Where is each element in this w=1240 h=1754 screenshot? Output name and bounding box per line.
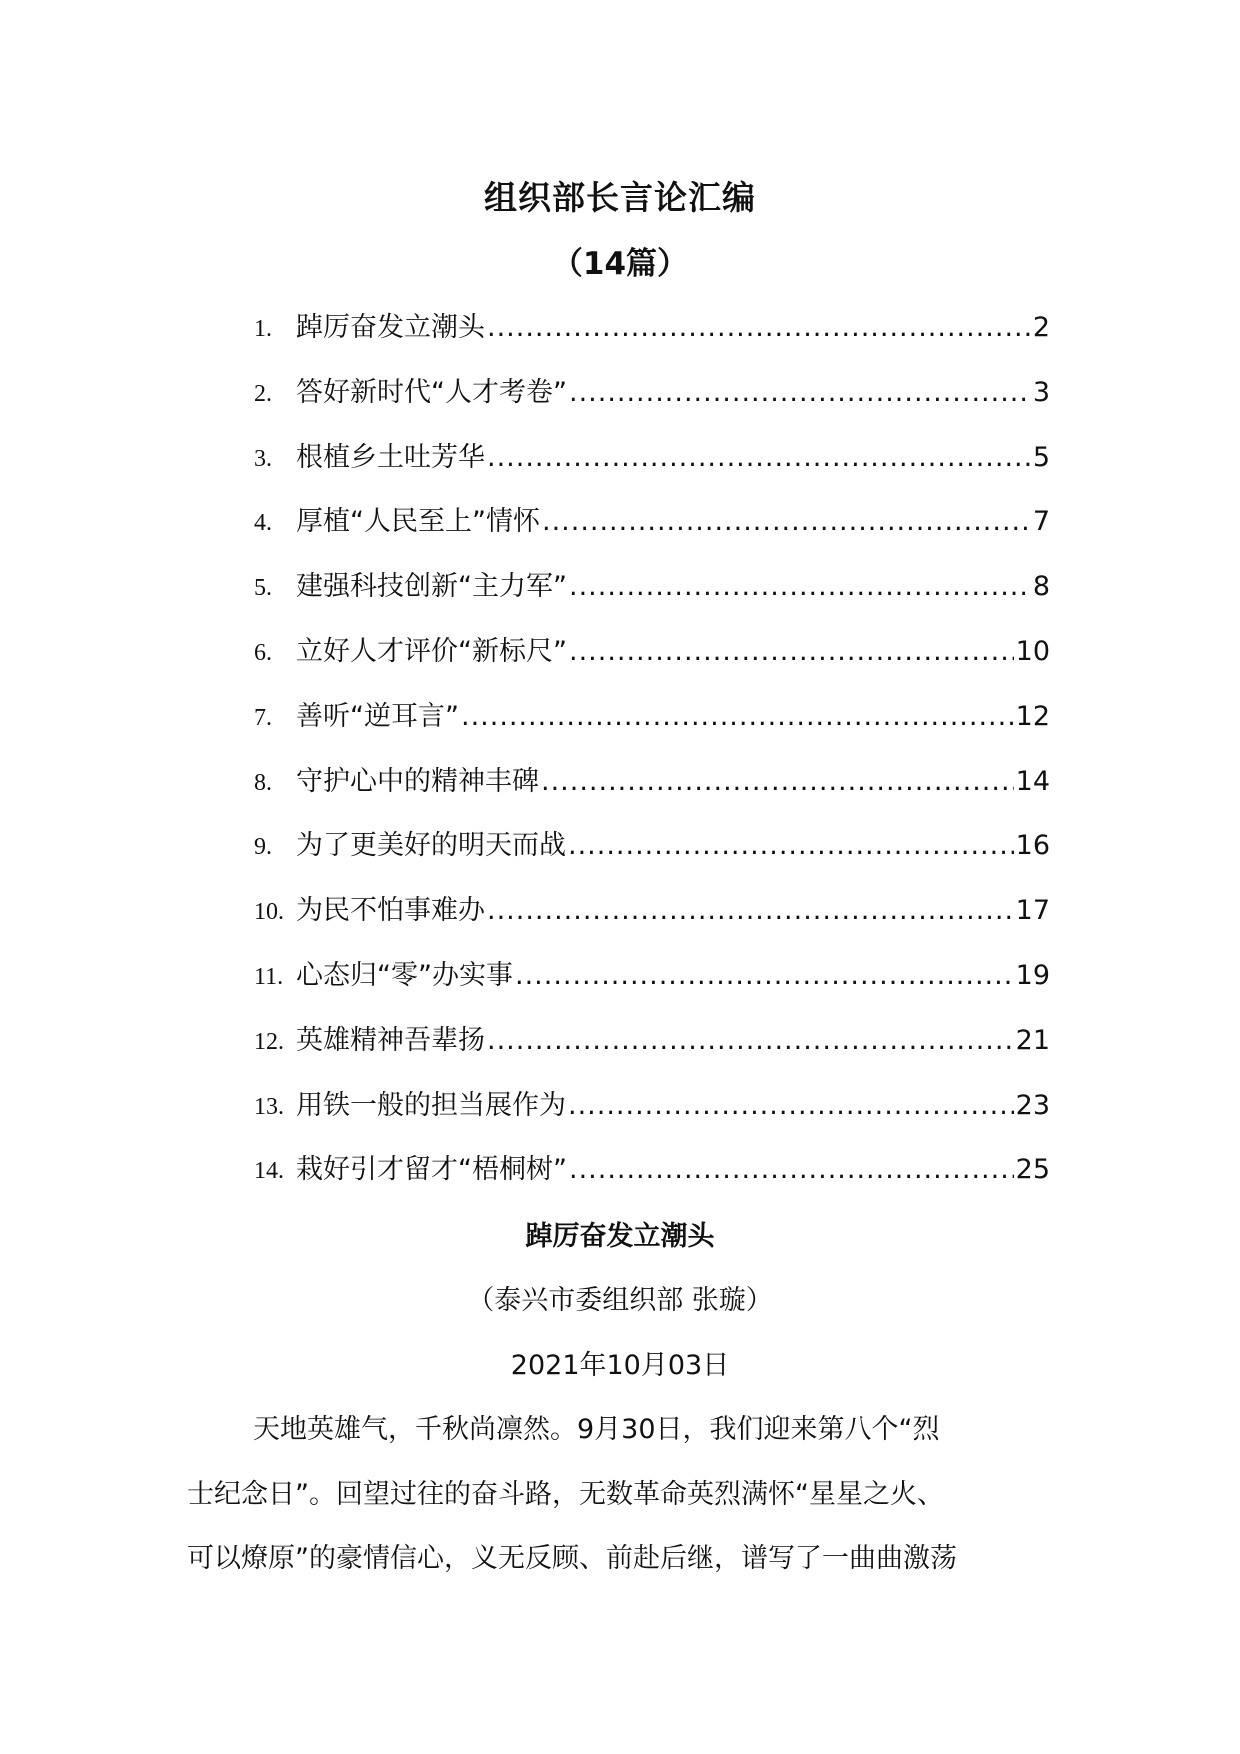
toc-title: 善听“逆耳言” bbox=[296, 700, 459, 732]
toc-number: 7. bbox=[254, 704, 272, 731]
toc-page-number: 7 bbox=[1032, 506, 1050, 538]
toc-item[interactable] bbox=[254, 888, 1050, 953]
toc-leader-dots bbox=[541, 766, 1014, 797]
toc-leader-dots bbox=[487, 895, 1014, 926]
toc-leader-dots bbox=[568, 830, 1014, 861]
toc-page-number: 2 bbox=[1032, 312, 1050, 343]
toc-item[interactable] bbox=[254, 694, 1050, 759]
toc-title: 建强科技创新“主力军” bbox=[296, 571, 567, 603]
toc-number: 2. bbox=[254, 380, 272, 407]
toc-item[interactable] bbox=[254, 1147, 1050, 1212]
toc-number: 4. bbox=[254, 510, 272, 537]
toc-leader-dots bbox=[568, 1090, 1014, 1121]
toc-leader-dots bbox=[487, 312, 1031, 343]
toc-page-number: 3 bbox=[1032, 376, 1050, 408]
toc-leader-dots bbox=[515, 960, 1014, 991]
toc-item[interactable] bbox=[254, 1083, 1050, 1148]
toc-number: 1. bbox=[254, 316, 272, 342]
toc-title: 英雄精神吾辈扬 bbox=[296, 1024, 485, 1056]
toc-item[interactable] bbox=[254, 823, 1050, 888]
toc-number: 12. bbox=[254, 1028, 284, 1055]
toc-leader-dots bbox=[569, 377, 1031, 408]
toc-number: 8. bbox=[254, 769, 272, 796]
toc-title: 守护心中的精神丰碑 bbox=[296, 765, 539, 797]
toc-number: 9. bbox=[254, 834, 272, 861]
toc-title: 根植乡土吐芳华 bbox=[296, 441, 485, 473]
toc-leader-dots bbox=[487, 1025, 1014, 1056]
toc-page-number: 8 bbox=[1032, 571, 1050, 603]
toc-leader-dots bbox=[569, 571, 1031, 602]
toc-page-number: 16 bbox=[1015, 830, 1050, 862]
toc-number: 5. bbox=[254, 575, 272, 602]
body-line: 可以燎原”的豪情信心，义无反顾、前赴后继，谱写了一曲曲激荡 bbox=[187, 1543, 957, 1574]
toc-item[interactable] bbox=[254, 370, 1050, 435]
toc-item[interactable] bbox=[254, 564, 1050, 629]
toc-page-number: 25 bbox=[1015, 1154, 1050, 1186]
toc-leader-dots bbox=[542, 506, 1031, 537]
document-title: 组织部长言论汇编 bbox=[484, 178, 756, 217]
toc-item[interactable] bbox=[254, 759, 1050, 824]
toc-leader-dots bbox=[569, 636, 1014, 667]
toc-item[interactable] bbox=[254, 499, 1050, 564]
toc-page-number: 19 bbox=[1015, 959, 1050, 991]
toc-title: 答好新时代“人才考卷” bbox=[296, 376, 567, 408]
toc-leader-dots bbox=[569, 1154, 1014, 1185]
table-of-contents bbox=[254, 305, 1050, 1212]
toc-number: 6. bbox=[254, 639, 272, 666]
article-title: 踔厉奋发立潮头 bbox=[525, 1221, 715, 1252]
toc-page-number: 17 bbox=[1015, 895, 1050, 927]
toc-title: 为了更美好的明天而战 bbox=[296, 830, 566, 862]
body-line: 天地英雄气，千秋尚凛然。9月30日，我们迎来第八个“烈 bbox=[253, 1414, 940, 1445]
toc-title: 心态归“零”办实事 bbox=[296, 959, 513, 991]
toc-number: 3. bbox=[254, 445, 272, 472]
document-subtitle: （14篇） bbox=[551, 246, 689, 282]
article-date: 2021年10月03日 bbox=[510, 1350, 730, 1381]
toc-page-number: 21 bbox=[1015, 1024, 1050, 1056]
toc-item[interactable] bbox=[254, 435, 1050, 500]
toc-title: 栽好引才留才“梧桐树” bbox=[296, 1154, 567, 1186]
toc-title: 厚植“人民至上”情怀 bbox=[296, 506, 540, 538]
toc-page-number: 14 bbox=[1015, 765, 1050, 797]
toc-item[interactable] bbox=[254, 1018, 1050, 1083]
toc-page-number: 23 bbox=[1015, 1089, 1050, 1121]
toc-title: 为民不怕事难办 bbox=[296, 895, 485, 927]
toc-item[interactable] bbox=[254, 953, 1050, 1018]
toc-number: 11. bbox=[254, 963, 284, 990]
toc-leader-dots bbox=[487, 442, 1031, 473]
toc-title: 立好人才评价“新标尺” bbox=[296, 635, 567, 667]
toc-number: 13. bbox=[254, 1093, 284, 1120]
toc-leader-dots bbox=[461, 701, 1014, 732]
article-author: （泰兴市委组织部 张璇） bbox=[467, 1285, 773, 1316]
toc-item[interactable] bbox=[254, 629, 1050, 694]
toc-number: 14. bbox=[254, 1158, 284, 1185]
toc-item[interactable] bbox=[254, 305, 1050, 370]
article-body bbox=[187, 1407, 1055, 1601]
toc-page-number: 10 bbox=[1015, 635, 1050, 667]
toc-page-number: 12 bbox=[1015, 700, 1050, 732]
toc-title: 用铁一般的担当展作为 bbox=[296, 1089, 566, 1121]
toc-number: 10. bbox=[254, 899, 284, 926]
toc-page-number: 5 bbox=[1032, 441, 1050, 473]
toc-title: 踔厉奋发立潮头 bbox=[296, 312, 485, 343]
body-line: 士纪念日”。回望过往的奋斗路，无数革命英烈满怀“星星之火、 bbox=[187, 1478, 944, 1510]
